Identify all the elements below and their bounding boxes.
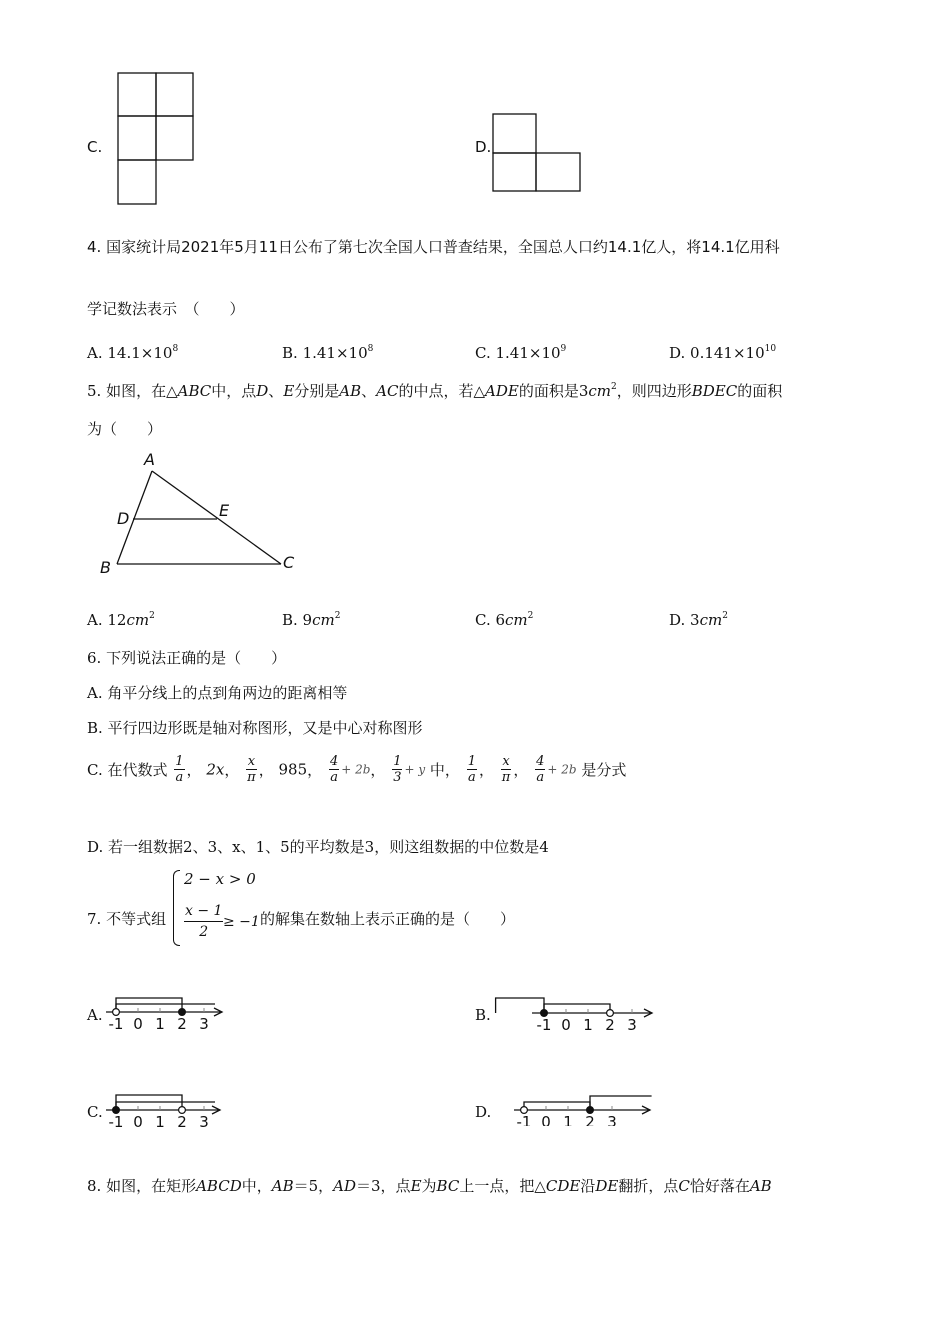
- q5-stem-line1: 5. 如图，在△ABC中，点D、E分别是AB、AC的中点，若△ADE的面积是$3cm^2$，则四边形BDEC的面积: [87, 382, 783, 400]
- q6-stem: 6. 下列说法正确的是（ ）: [87, 649, 287, 667]
- chosen-1-over-a: $\frac{1}{a}$: [467, 754, 476, 785]
- expr-1-over-3: $\frac{1}{3}$: [393, 754, 402, 785]
- tick-label: -1: [108, 1015, 124, 1033]
- tick-label: 0: [561, 1016, 571, 1034]
- closed-endpoint: [587, 1107, 594, 1114]
- q5-stem-line2: 为（ ）: [87, 420, 163, 438]
- q4-stem-line2: 学记数法表示 （ ）: [87, 300, 245, 318]
- chosen-x-over-pi: $\frac{x}{\pi}$: [501, 754, 511, 785]
- closed-endpoint: [113, 1107, 120, 1114]
- q5-option-b[interactable]: B. $9cm^2$: [282, 611, 341, 629]
- tick-label: 0: [541, 1113, 551, 1126]
- q7-option-b-label[interactable]: B.: [475, 1006, 491, 1024]
- solution-ray: [116, 998, 182, 1012]
- chosen-4-over-a: $\frac{4}{a}$: [536, 754, 545, 785]
- q5-option-d[interactable]: D. $3cm^2$: [669, 611, 728, 629]
- tick-label: 1: [563, 1113, 573, 1126]
- tick-label: 3: [199, 1113, 209, 1131]
- tick-label: -1: [108, 1113, 124, 1131]
- q7-option-b-numberline[interactable]: [492, 988, 657, 1036]
- q7-option-d-label[interactable]: D.: [475, 1103, 492, 1121]
- q5-option-a[interactable]: A. $12cm^2$: [87, 611, 155, 629]
- tick-label: 2: [177, 1113, 187, 1131]
- solution-ray: [116, 1004, 215, 1012]
- q7-option-c-numberline[interactable]: [102, 1085, 232, 1135]
- q6-option-b[interactable]: B. 平行四边形既是轴对称图形，又是中心对称图形: [87, 719, 423, 737]
- tick-label: 2: [177, 1015, 187, 1033]
- q4-stem-line1: 4. 国家统计局2021年5月11日公布了第七次全国人口普查结果，全国总人口约14.1亿人，将14.1亿用科: [87, 238, 780, 256]
- q4-option-b[interactable]: B. $1.41\times 10^8$: [282, 344, 374, 362]
- tick-label: -1: [516, 1113, 532, 1126]
- q3-option-d-net-figure: [491, 112, 583, 194]
- q5-option-c[interactable]: C. $6cm^2$: [475, 611, 534, 629]
- tick-label: 0: [133, 1015, 143, 1033]
- tick-label: 2: [605, 1016, 615, 1034]
- expr-4-over-a: $\frac{4}{a}$: [329, 754, 339, 785]
- closed-endpoint: [541, 1010, 548, 1017]
- inequality-system-brace: [173, 870, 180, 946]
- side-ac: [152, 471, 281, 564]
- vertex-label-a: A: [144, 450, 155, 469]
- vertex-label-d: D: [117, 509, 130, 528]
- q7-option-a-label[interactable]: A.: [87, 1006, 103, 1024]
- vertex-label-b: B: [100, 558, 111, 577]
- tick-label: 2: [585, 1113, 595, 1126]
- open-endpoint: [521, 1107, 528, 1114]
- q3-option-c-net-figure: [116, 71, 196, 207]
- expr-1-over-a: $\frac{1}{a}$: [175, 754, 184, 785]
- open-endpoint: [113, 1009, 120, 1016]
- q7-option-a-numberline[interactable]: [104, 990, 234, 1038]
- tick-label: 1: [155, 1113, 165, 1131]
- solution-ray: [524, 1102, 590, 1110]
- q6-option-a[interactable]: A. 角平分线上的点到角两边的距离相等: [87, 684, 348, 702]
- tick-label: 3: [199, 1015, 209, 1033]
- inequality-2-fraction: $\frac{x - 1}{2}$: [185, 903, 223, 940]
- solution-ray: [116, 1102, 215, 1110]
- q6-option-d[interactable]: D. 若一组数据2、3、x、1、5的平均数是3，则这组数据的中位数是4: [87, 838, 549, 856]
- q7-option-c-label[interactable]: C.: [87, 1103, 103, 1121]
- vertex-label-c: C: [283, 553, 295, 572]
- tick-label: 0: [133, 1113, 143, 1131]
- closed-endpoint: [179, 1009, 186, 1016]
- vertex-label-e: E: [219, 501, 230, 520]
- q4-option-a[interactable]: A. $14.1\times 10^8$: [87, 344, 179, 362]
- q3-option-c-label: C.: [87, 138, 103, 156]
- expr-x-over-pi: $\frac{x}{\pi}$: [247, 754, 256, 785]
- tick-label: 1: [155, 1015, 165, 1033]
- tick-label: -1: [536, 1016, 552, 1034]
- q6-option-c[interactable]: C. 在代数式 $\frac{1}{a}$ ， 2x， $\frac{x}{\pi}$ ， 985， $\frac{4}{a}$ + 2b， $\frac{1}{3}$ + y 中， $\frac{1}{a}$ ， $\frac{x}{\pi}$ ， $\frac{4}{a}$ + 2b 是分式: [87, 754, 627, 785]
- tick-label: 1: [583, 1016, 593, 1034]
- q4-option-d[interactable]: D. $0.141\times 10^{10}$: [669, 344, 777, 362]
- open-endpoint: [179, 1107, 186, 1114]
- solution-ray: [544, 1004, 610, 1013]
- q8-stem: 8. 如图，在矩形ABCD中，AB＝5，AD＝3，点E为BC上一点，把△CDE沿DE翻折，点C恰好落在AB: [87, 1177, 772, 1195]
- q4-option-c[interactable]: C. $1.41\times 10^9$: [475, 344, 567, 362]
- q7-option-d-numberline[interactable]: [510, 1078, 655, 1126]
- tick-label: 3: [607, 1113, 617, 1126]
- q3-option-d-label: D.: [475, 138, 492, 156]
- solution-ray: [496, 998, 544, 1013]
- tick-label: 3: [627, 1016, 637, 1034]
- solution-ray: [590, 1096, 652, 1110]
- q5-triangle-figure: [95, 448, 305, 578]
- open-endpoint: [607, 1010, 614, 1017]
